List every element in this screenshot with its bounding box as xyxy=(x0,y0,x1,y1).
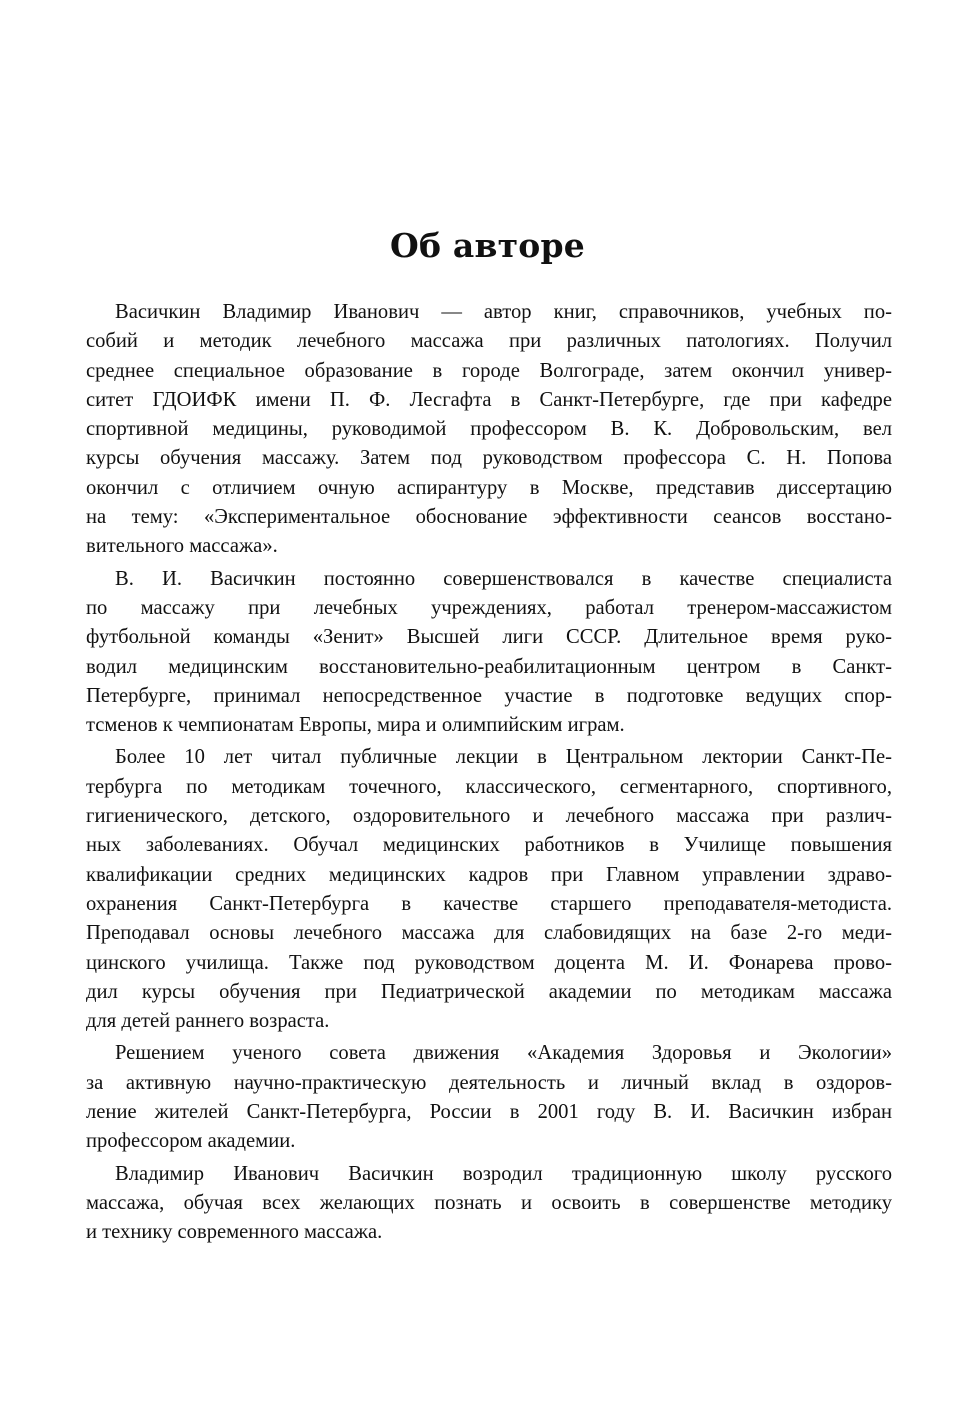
text-line: окончил с отличием очную аспирантуру в Москве, представив диссертацию xyxy=(86,476,892,499)
text-line: Владимир Иванович Васичкин возродил традиционную школу русского xyxy=(115,1162,892,1185)
text-line: за активную научно-практическую деятельность и личный вклад в оздоров- xyxy=(86,1071,892,1094)
text-line: и технику современного массажа. xyxy=(86,1221,383,1244)
text-line: по массажу при лечебных учреждениях, работал тренером-массажистом xyxy=(86,596,892,619)
paragraph-5 xyxy=(86,1160,892,1248)
text-line: ление жителей Санкт-Петербурга, России в 2001 году В. И. Васичкин избран xyxy=(86,1101,892,1124)
body-text xyxy=(86,298,892,1248)
text-line: собий и методик лечебного массажа при различных патологиях. Получил xyxy=(86,330,892,353)
paragraph-1 xyxy=(86,298,892,562)
text-line: квалификации средних медицинских кадров при Главном управлении здраво- xyxy=(86,863,892,886)
text-line: тсменов к чемпионатам Европы, мира и олимпийским играм. xyxy=(86,714,625,737)
text-line: на тему: «Экспериментальное обоснование эффективности сеансов восстано- xyxy=(86,506,892,529)
text-line: тербурга по методикам точечного, классического, сегментарного, спортивного, xyxy=(86,775,892,798)
text-line: массажа, обучая всех желающих познать и освоить в совершенстве методику xyxy=(86,1191,892,1214)
text-line: Петербурге, принимал непосредственное участие в подготовке ведущих спор- xyxy=(86,684,892,707)
page-title: Об авторе xyxy=(390,226,585,265)
text-line: Решением ученого совета движения «Академия Здоровья и Экологии» xyxy=(115,1042,892,1065)
paragraph-4 xyxy=(86,1039,892,1156)
text-line: вительного массажа». xyxy=(86,535,278,558)
text-line: В. И. Васичкин постоянно совершенствовался в качестве специалиста xyxy=(115,567,892,590)
text-line: гигиенического, детского, оздоровительного и лечебного массажа при различ- xyxy=(86,805,892,828)
text-line: для детей раннего возраста. xyxy=(86,1010,330,1033)
text-line: Преподавал основы лечебного массажа для слабовидящих на базе 2-го меди- xyxy=(86,922,892,945)
text-line: цинского училища. Также под руководством доцента М. И. Фонарева прово- xyxy=(86,951,892,974)
text-line: Васичкин Владимир Иванович — автор книг, справочников, учебных по- xyxy=(115,301,892,323)
paragraph-2 xyxy=(86,565,892,741)
text-line: среднее специальное образование в городе Волгограде, затем окончил универ- xyxy=(86,359,892,382)
paragraph-3 xyxy=(86,743,892,1036)
text-line: профессором академии. xyxy=(86,1130,296,1153)
text-line: спортивной медицины, руководимой профессором В. К. Добровольским, вел xyxy=(86,418,892,441)
text-line: водил медицинским восстановительно-реабилитационным центром в Санкт- xyxy=(86,655,892,678)
text-line: футбольной команды «Зенит» Высшей лиги СССР. Длительное время руко- xyxy=(86,626,892,649)
text-line: ных заболеваниях. Обучал медицинских работников в Училище повышения xyxy=(86,834,892,857)
text-line: Более 10 лет читал публичные лекции в Центральном лектории Санкт-Пе- xyxy=(115,746,892,769)
text-line: дил курсы обучения при Педиатрической академии по методикам массажа xyxy=(86,980,892,1003)
text-line: ситет ГДОИФК имени П. Ф. Лесгафта в Санкт-Петербурге, где при кафедре xyxy=(86,388,892,411)
text-line: охранения Санкт-Петербурга в качестве старшего преподавателя-методиста. xyxy=(86,892,892,915)
text-line: курсы обучения массажу. Затем под руководством профессора С. Н. Попова xyxy=(86,447,892,470)
